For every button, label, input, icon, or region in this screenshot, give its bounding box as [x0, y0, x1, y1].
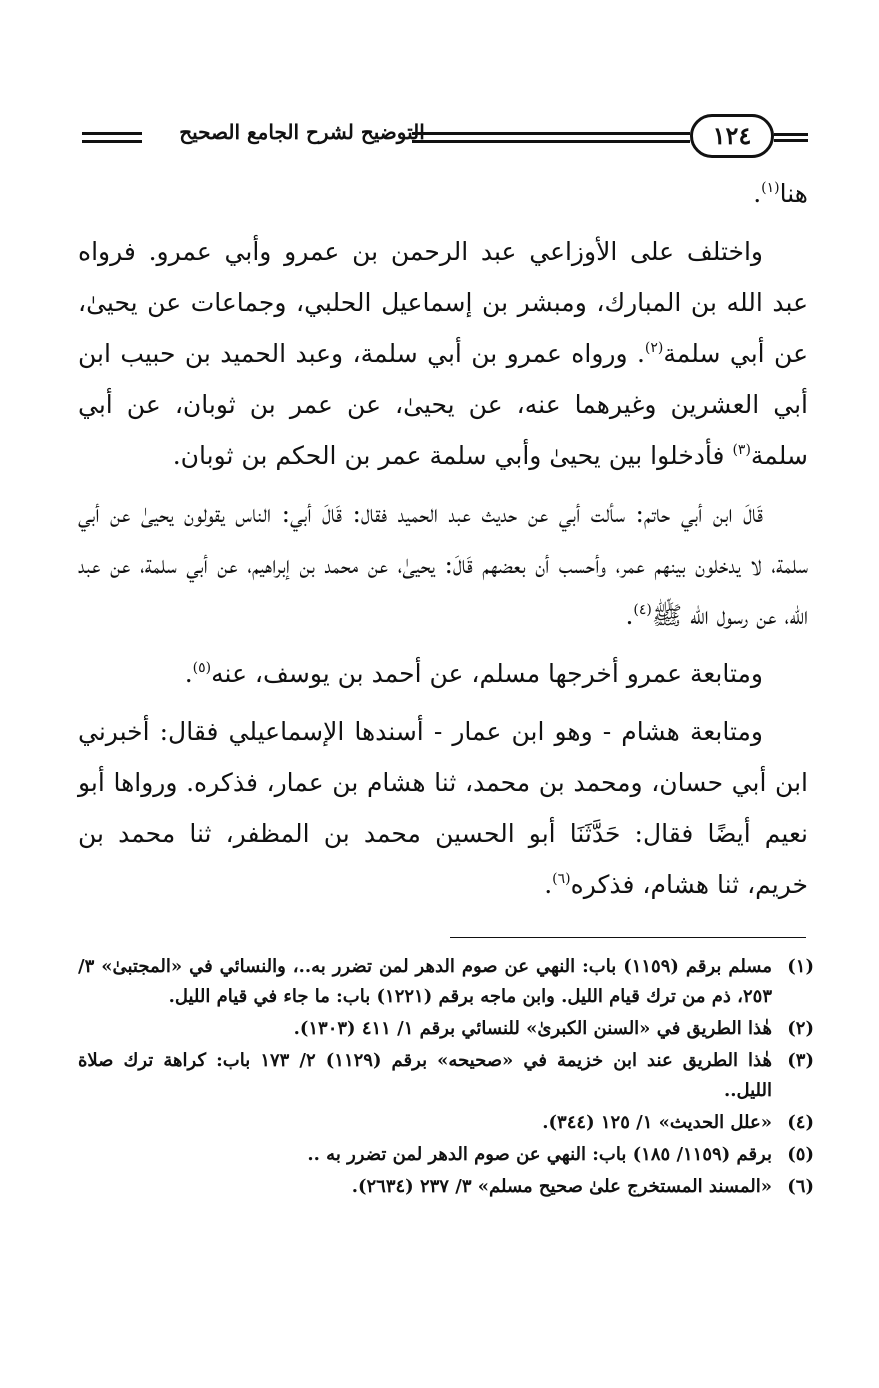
footnote-number: (١) — [787, 956, 814, 977]
text-run: . — [625, 601, 634, 630]
text-run: واختلف على الأوزاعي عبد الرحمن بن عمرو وأبي عمرو. فرواه عبد الله بن المبارك، ومبشر بن إسماعيل الحلبي، وجماعات عن يحيىٰ، عن أبي سلمة — [78, 237, 808, 368]
text-run: ومتابعة هشام - وهو ابن عمار - أسندها الإسماعيلي فقال: أخبرني ابن أبي حسان، ومحمد بن محمد، ثنا هشام بن عمار، فذكره. ورواها أبو نعيم أيضًا فقال: حَدَّثَنَا أبو الحسين محمد بن المظفر، ثنا محمد بن خريم، ثنا هشام، فذكره — [78, 717, 808, 899]
paragraph-3 — [78, 648, 808, 699]
footnote-number: (٣) — [787, 1050, 814, 1071]
page-header — [72, 114, 806, 162]
footnote-ref: (١) — [761, 180, 780, 196]
paragraph-2 — [78, 488, 808, 641]
footnote-item — [78, 1108, 814, 1138]
footnote-ref: (٤) — [633, 602, 652, 618]
footnote-number: (٤) — [787, 1112, 814, 1133]
header-double-rule-right — [774, 133, 808, 142]
footnote-text: مسلم برقم (١١٥٩) باب: النهي عن صوم الدهر لمن تضرر به..، والنسائي في «المجتبىٰ» ٣/ ٢٥٣، ذم من ترك قيام الليل. وابن ماجه برقم (١٢٢١) باب: ما جاء في قيام الليل. — [78, 956, 773, 1007]
footnote-number: (٥) — [787, 1144, 814, 1165]
text-run: . — [184, 659, 193, 688]
page-number: ١٢٤ — [690, 114, 774, 158]
paragraph-4 — [78, 706, 808, 910]
footnote-item — [78, 1014, 814, 1044]
footnote-number: (٢) — [787, 1018, 814, 1039]
text-run: فأدخلوا بين يحيىٰ وأبي سلمة عمر بن الحكم بن ثوبان. — [172, 441, 733, 470]
footnote-ref: (٥) — [192, 660, 212, 676]
header-double-rule-middle — [412, 132, 690, 143]
text-run: . — [753, 179, 762, 208]
header-double-rule-left — [82, 132, 142, 143]
footnote-item — [78, 1172, 814, 1202]
text-run: ومتابعة عمرو أخرجها مسلم، عن أحمد بن يوسف، عنه — [211, 659, 763, 688]
text-run: . — [544, 870, 553, 899]
footnote-item — [78, 1046, 814, 1106]
text-run: قَالَ ابن أبي حاتم: سألت أبي عن حديث عبد الحميد فقال: قَالَ أبي: الناس يقولون يحيىٰ عن أبي سلمة، لا يدخلون بينهم عمر، وأحسب أن بعضهم قَالَ: يحيىٰ، عن محمد بن إبراهيم، عن أبي سلمة، عن عبد الله، عن رسول الله ﷺ — [78, 499, 808, 630]
footnote-ref: (٢) — [644, 340, 664, 356]
paragraph-1 — [78, 226, 808, 481]
footnote-item — [78, 1140, 814, 1170]
footnote-separator — [450, 937, 806, 938]
footnote-text: «المسند المستخرج علىٰ صحيح مسلم» ٣/ ٢٣٧ (٢٦٣٤). — [351, 1176, 772, 1197]
footnote-number: (٦) — [787, 1176, 814, 1197]
footnote-ref: (٦) — [552, 871, 571, 887]
footnote-text: هٰذا الطريق في «السنن الكبرىٰ» للنسائي برقم ١/ ٤١١ (١٣٠٣). — [293, 1018, 772, 1039]
text-run: هنا — [779, 179, 808, 208]
continuation-line — [78, 168, 808, 219]
footnote-text: هٰذا الطريق عند ابن خزيمة في «صحيحه» برقم (١١٢٩) ٢/ ١٧٣ باب: كراهة ترك صلاة الليل.. — [78, 1050, 772, 1101]
footnote-ref: (٣) — [732, 442, 751, 458]
footnote-text: «علل الحديث» ١/ ١٢٥ (٣٤٤). — [542, 1112, 772, 1133]
footnote-text: برقم (١١٥٩/ ١٨٥) باب: النهي عن صوم الدهر لمن تضرر به .. — [307, 1144, 772, 1165]
footnote-item — [78, 952, 814, 1012]
text-run: . ورواه عمرو بن أبي سلمة، وعبد الحميد بن حبيب ابن أبي العشرين وغيرهما عنه، عن يحيىٰ، عن عمر بن ثوبان، عن أبي سلمة — [78, 339, 808, 470]
footnotes — [78, 952, 814, 1204]
book-title: التوضيح لشرح الجامع الصحيح — [179, 120, 425, 144]
main-text — [78, 168, 808, 910]
